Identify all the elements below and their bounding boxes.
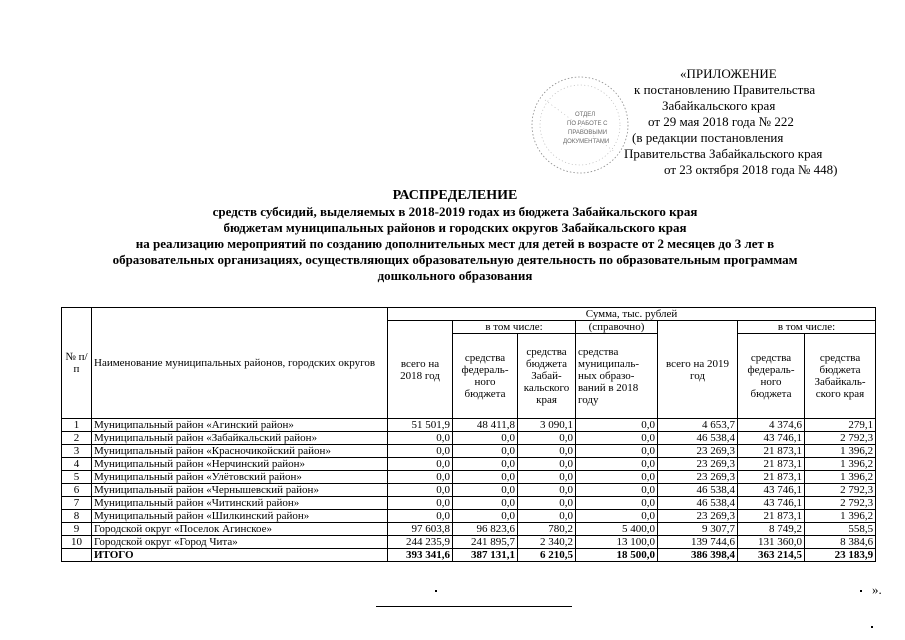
col-header-total-2019: всего на 2019 год [658,321,738,419]
cell-municipal-2018: 0,0 [576,445,658,458]
cell-district-name: Муниципальный район «Улётовский район» [92,471,388,484]
cell-federal-2019: 21 873,1 [738,445,805,458]
cell-regional-2019: 1 396,2 [805,510,876,523]
cell-total-2018: 244 235,9 [388,536,453,549]
cell-total-2019: 46 538,4 [658,484,738,497]
cell-municipal-2018: 0,0 [576,432,658,445]
cell-total-2018: 51 501,9 [388,419,453,432]
table-row [62,419,876,432]
total-row [62,549,876,562]
cell-municipal-2018: 0,0 [576,419,658,432]
svg-text:ПРАВОВЫМИ: ПРАВОВЫМИ [568,130,608,136]
cell-total-2019: 23 269,3 [658,510,738,523]
cell-regional-2018: 0,0 [518,510,576,523]
closing-quote: ». [872,582,882,597]
col-header-sum: Сумма, тыс. рублей [388,308,876,321]
cell-total-2019: 386 398,4 [658,549,738,562]
table-row [62,510,876,523]
cell-federal-2018: 96 823,6 [453,523,518,536]
svg-text:ОТДЕЛ: ОТДЕЛ [575,112,596,118]
col-header-reference: (справочно) [576,321,658,334]
appendix-line: «ПРИЛОЖЕНИЕ [680,66,777,81]
cell-municipal-2018: 5 400,0 [576,523,658,536]
cell-row-number: 6 [62,484,92,497]
svg-text:ДОКУМЕНТАМИ: ДОКУМЕНТАМИ [563,139,610,145]
appendix-line: от 23 октября 2018 года № 448) [664,162,838,177]
col-header-total-2018: всего на 2018 год [388,321,453,419]
table-row [62,458,876,471]
distribution-table [61,307,876,562]
cell-row-number: 2 [62,432,92,445]
cell-total-2018: 0,0 [388,510,453,523]
cell-total-2018: 0,0 [388,484,453,497]
cell-regional-2019: 8 384,6 [805,536,876,549]
col-header-including-2019: в том числе: [738,321,876,334]
col-header-name: Наименование муниципальных районов, городских округов [92,308,388,419]
cell-district-name: Муниципальный район «Шилкинский район» [92,510,388,523]
table-row [62,445,876,458]
cell-federal-2019: 363 214,5 [738,549,805,562]
appendix-block [600,66,900,178]
col-header-federal-2019: средства федераль-ного бюджета [738,334,805,419]
cell-row-number: 7 [62,497,92,510]
scan-speck [435,590,437,592]
appendix-line: от 29 мая 2018 года № 222 [648,114,794,129]
cell-district-name: Городской округ «Город Чита» [92,536,388,549]
cell-federal-2018: 0,0 [453,458,518,471]
cell-total-2018: 393 341,6 [388,549,453,562]
cell-regional-2019: 2 792,3 [805,497,876,510]
cell-federal-2018: 0,0 [453,510,518,523]
cell-regional-2019: 558,5 [805,523,876,536]
cell-total-2019: 46 538,4 [658,497,738,510]
cell-district-name: Муниципальный район «Красночикойский район» [92,445,388,458]
cell-district-name: Муниципальный район «Агинский район» [92,419,388,432]
document-title [40,188,870,284]
cell-regional-2019: 1 396,2 [805,471,876,484]
cell-federal-2018: 0,0 [453,484,518,497]
cell-federal-2018: 0,0 [453,445,518,458]
cell-federal-2018: 0,0 [453,471,518,484]
cell-federal-2019: 43 746,1 [738,484,805,497]
cell-federal-2019: 8 749,2 [738,523,805,536]
cell-federal-2019: 21 873,1 [738,471,805,484]
cell-district-name: Городской округ «Поселок Агинское» [92,523,388,536]
cell-row-number: 9 [62,523,92,536]
cell-federal-2018: 387 131,1 [453,549,518,562]
cell-federal-2019: 21 873,1 [738,510,805,523]
cell-total-2019: 46 538,4 [658,432,738,445]
title-line: дошкольного образования [377,268,533,283]
cell-district-name: Муниципальный район «Читинский район» [92,497,388,510]
cell-row-number [62,549,92,562]
cell-row-number: 4 [62,458,92,471]
cell-regional-2019: 23 183,9 [805,549,876,562]
cell-row-number: 10 [62,536,92,549]
cell-total-2019: 4 653,7 [658,419,738,432]
cell-district-name: ИТОГО [92,549,388,562]
cell-total-2018: 0,0 [388,497,453,510]
cell-federal-2018: 0,0 [453,432,518,445]
table-body [62,419,876,562]
cell-regional-2019: 2 792,3 [805,432,876,445]
appendix-line: Забайкальского края [662,98,776,113]
appendix-line: к постановлению Правительства [634,82,816,97]
cell-municipal-2018: 0,0 [576,458,658,471]
cell-regional-2019: 2 792,3 [805,484,876,497]
cell-federal-2018: 0,0 [453,497,518,510]
cell-regional-2018: 0,0 [518,471,576,484]
scan-speck [860,590,862,592]
cell-row-number: 3 [62,445,92,458]
col-header-municipal-2018: средства муниципаль-ных образо-ваний в 2018 году [576,334,658,419]
cell-municipal-2018: 0,0 [576,497,658,510]
cell-municipal-2018: 18 500,0 [576,549,658,562]
cell-regional-2019: 1 396,2 [805,445,876,458]
cell-total-2018: 0,0 [388,445,453,458]
cell-regional-2018: 0,0 [518,432,576,445]
cell-row-number: 1 [62,419,92,432]
cell-regional-2018: 0,0 [518,458,576,471]
cell-total-2018: 0,0 [388,432,453,445]
footer-rule [376,606,572,607]
col-header-including-2018: в том числе: [453,321,576,334]
cell-federal-2019: 131 360,0 [738,536,805,549]
header-row [62,308,876,321]
cell-total-2019: 139 744,6 [658,536,738,549]
title-line: образовательных организациях, осуществляющих образовательную деятельность по образовательным программам [112,252,798,267]
table-row [62,484,876,497]
cell-district-name: Муниципальный район «Чернышевский район» [92,484,388,497]
table-row [62,471,876,484]
title-line: средств субсидий, выделяемых в 2018-2019 годах из бюджета Забайкальского края [212,204,698,219]
cell-district-name: Муниципальный район «Забайкальский район» [92,432,388,445]
cell-municipal-2018: 0,0 [576,484,658,497]
svg-text:ПО РАБОТЕ С: ПО РАБОТЕ С [567,121,608,127]
cell-municipal-2018: 13 100,0 [576,536,658,549]
cell-row-number: 8 [62,510,92,523]
cell-federal-2019: 43 746,1 [738,432,805,445]
cell-row-number: 5 [62,471,92,484]
table-row [62,523,876,536]
scan-speck [871,626,873,628]
cell-regional-2018: 6 210,5 [518,549,576,562]
table-row [62,497,876,510]
cell-total-2019: 23 269,3 [658,445,738,458]
stamp-seal [515,70,645,180]
cell-total-2019: 23 269,3 [658,458,738,471]
cell-regional-2018: 0,0 [518,497,576,510]
cell-total-2019: 23 269,3 [658,471,738,484]
cell-regional-2019: 279,1 [805,419,876,432]
col-header-federal-2018: средства федераль-ного бюджета [453,334,518,419]
col-header-num: № п/п [62,308,92,419]
cell-federal-2018: 241 895,7 [453,536,518,549]
cell-municipal-2018: 0,0 [576,471,658,484]
cell-federal-2018: 48 411,8 [453,419,518,432]
table-row [62,432,876,445]
appendix-line: (в редакции постановления [632,130,784,145]
cell-regional-2018: 2 340,2 [518,536,576,549]
title-line: на реализацию мероприятий по созданию дополнительных мест для детей в возрасте от 2 месяцев до 3 лет в [135,236,775,251]
col-header-regional-2019: средства бюджета Забайкаль-ского края [805,334,876,419]
cell-total-2018: 97 603,8 [388,523,453,536]
table-row [62,536,876,549]
appendix-line: Правительства Забайкальского края [624,146,823,161]
cell-municipal-2018: 0,0 [576,510,658,523]
cell-federal-2019: 4 374,6 [738,419,805,432]
cell-regional-2018: 0,0 [518,484,576,497]
cell-regional-2018: 0,0 [518,445,576,458]
cell-federal-2019: 21 873,1 [738,458,805,471]
cell-district-name: Муниципальный район «Нерчинский район» [92,458,388,471]
cell-regional-2018: 780,2 [518,523,576,536]
cell-regional-2019: 1 396,2 [805,458,876,471]
cell-total-2019: 9 307,7 [658,523,738,536]
cell-total-2018: 0,0 [388,471,453,484]
cell-regional-2018: 3 090,1 [518,419,576,432]
cell-federal-2019: 43 746,1 [738,497,805,510]
title-heading: РАСПРЕДЕЛЕНИЕ [392,188,518,203]
col-header-regional-2018: средства бюджета Забай-кальского края [518,334,576,419]
cell-total-2018: 0,0 [388,458,453,471]
title-line: бюджетам муниципальных районов и городских округов Забайкальского края [223,220,687,235]
